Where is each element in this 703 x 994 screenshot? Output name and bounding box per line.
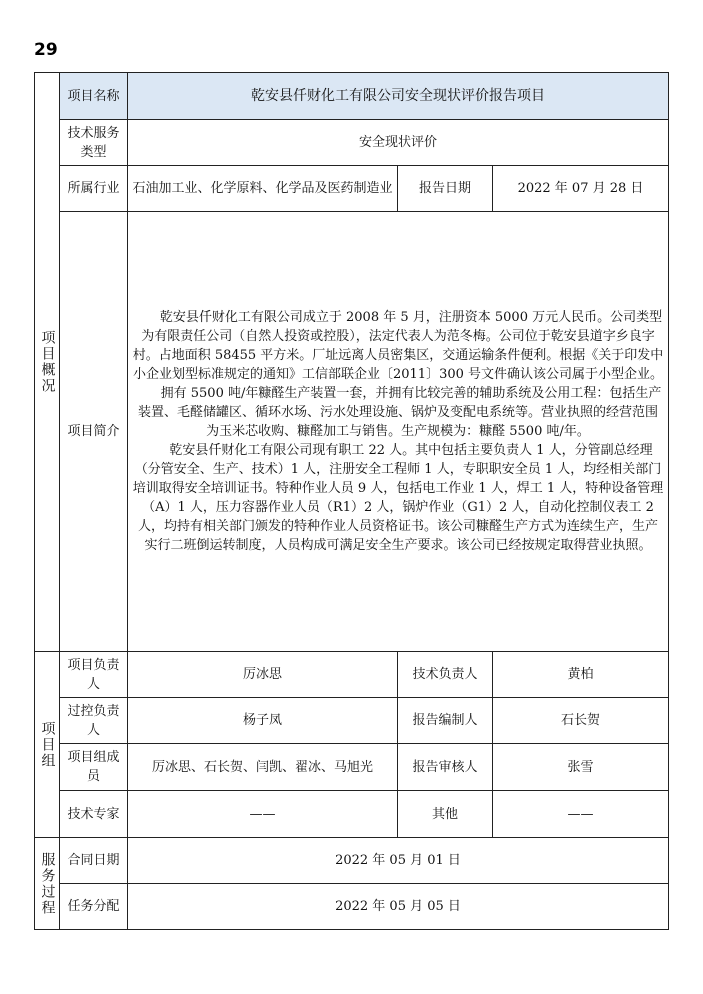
row-project-name <box>35 73 669 120</box>
label-members: 项目组成员 <box>60 744 128 791</box>
compiler: 石长贺 <box>493 698 669 744</box>
row-members <box>35 744 669 791</box>
row-service-type <box>35 120 669 166</box>
row-task <box>35 884 669 930</box>
row-process <box>35 698 669 744</box>
report-date: 2022 年 07 月 28 日 <box>493 166 669 212</box>
section-overview: 项目概况 <box>35 73 60 652</box>
label-other: 其他 <box>398 791 493 838</box>
row-intro <box>35 212 669 652</box>
contract-date: 2022 年 05 月 01 日 <box>128 838 669 884</box>
intro-paragraph: 乾安县仟财化工有限公司成立于 2008 年 5 月，注册资本 5000 万元人民币。公司类型为有限责任公司（自然人投资或控股），法定代表人为范冬梅。公司位于乾安县道字乡良字村。占地面积 58455 平方米。厂址远离人员密集区，交通运输条件便利。根据《关于印发中小企业划型标准规定的通知》工信部联企业〔2011〕300 号文件确认该公司属于小型企业。 <box>132 310 664 382</box>
label-contract: 合同日期 <box>60 838 128 884</box>
intro-paragraph: 乾安县仟财化工有限公司现有职工 22 人。其中包括主要负责人 1 人，分管副总经理（分管安全、生产、技术）1 人，注册安全工程师 1 人，专职职安全员 1 人，均经相关部门培训取得安全培训证书。特种作业人员 9 人，包括电工作业 1 人，焊工 1 人，特种设备管理（A）1 人，压力容器作业人员（R1）2 人，锅炉作业（G1）2 人，自动化控制仪表工 2 人，均持有相关部门颁发的特种作业人员资格证书。该公司糠醛生产方式为连续生产，生产实行二班倒运转制度，人员构成可满足安全生产要求。该公司已经按规定取得营业执照。 <box>132 443 664 553</box>
row-expert <box>35 791 669 838</box>
other: —— <box>493 791 669 838</box>
label-task: 任务分配 <box>60 884 128 930</box>
row-leader <box>35 652 669 698</box>
project-info-table <box>34 72 669 930</box>
reviewer: 张雪 <box>493 744 669 791</box>
label-service-type: 技术服务类型 <box>60 120 128 166</box>
label-process: 过控负责人 <box>60 698 128 744</box>
label-tech-leader: 技术负责人 <box>398 652 493 698</box>
intro-paragraph: 拥有 5500 吨/年糠醛生产装置一套，并拥有比较完善的辅助系统及公用工程：包括生产装置、毛醛储罐区、循环水场、污水处理设施、锅炉及变配电系统等。营业执照的经营范围为玉米芯收购、糠醛加工与销售。生产规模为：糠醛 5500 吨/年。 <box>137 386 662 439</box>
label-industry: 所属行业 <box>60 166 128 212</box>
leader: 厉冰思 <box>128 652 398 698</box>
label-project-name: 项目名称 <box>60 73 128 120</box>
label-leader: 项目负责人 <box>60 652 128 698</box>
label-reviewer: 报告审核人 <box>398 744 493 791</box>
project-name: 乾安县仟财化工有限公司安全现状评价报告项目 <box>128 73 669 120</box>
project-intro <box>128 212 669 652</box>
label-intro: 项目简介 <box>60 212 128 652</box>
row-contract <box>35 838 669 884</box>
label-expert: 技术专家 <box>60 791 128 838</box>
row-industry <box>35 166 669 212</box>
label-compiler: 报告编制人 <box>398 698 493 744</box>
section-service: 服务过程 <box>35 838 60 930</box>
expert: —— <box>128 791 398 838</box>
process-leader: 杨子凤 <box>128 698 398 744</box>
page-number: 29 <box>34 40 58 60</box>
industry: 石油加工业、化学原料、化学品及医药制造业 <box>128 166 398 212</box>
task-date: 2022 年 05 月 05 日 <box>128 884 669 930</box>
service-type: 安全现状评价 <box>128 120 669 166</box>
members: 厉冰思、石长贺、闫凯、翟冰、马旭光 <box>128 744 398 791</box>
section-team: 项目组 <box>35 652 60 838</box>
label-report-date: 报告日期 <box>398 166 493 212</box>
tech-leader: 黄柏 <box>493 652 669 698</box>
